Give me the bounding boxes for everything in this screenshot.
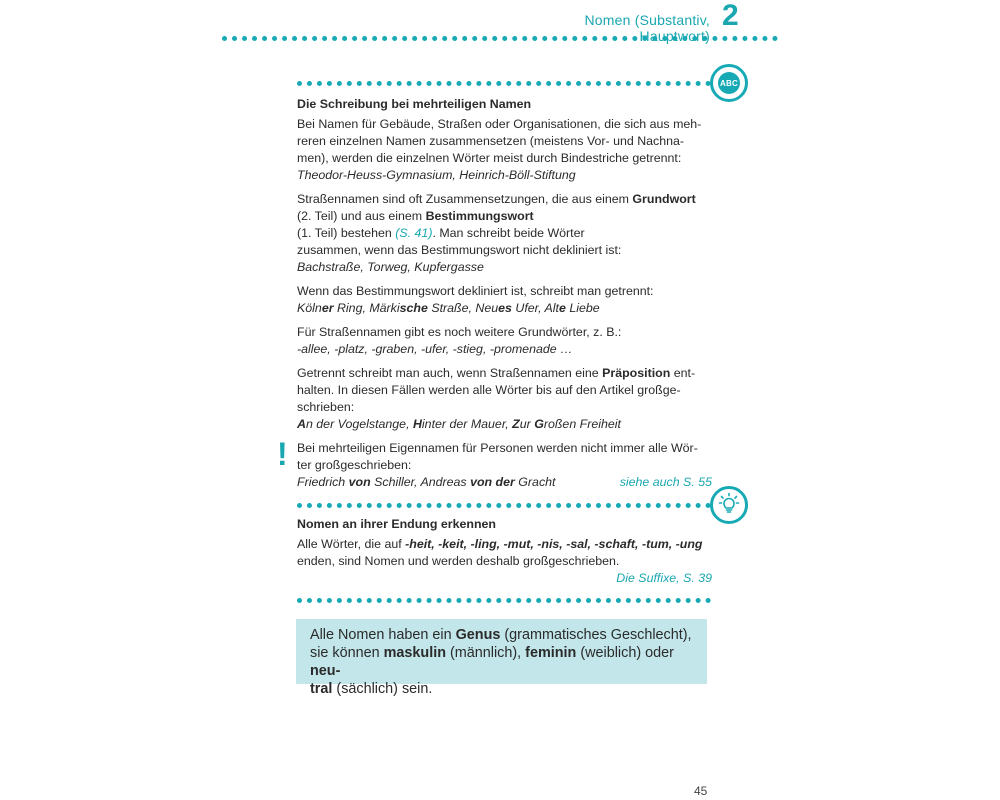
section-heading: Nomen an ihrer Endung erkennen	[297, 517, 496, 531]
section-dotted-divider-middle	[297, 503, 711, 508]
paragraph-suffixes: Alle Wörter, die auf -heit, -keit, -ling, -mut, -nis, -sal, -schaft, -tum, -ung enden, sind Nomen und werden deshalb großgeschrieben.	[297, 537, 703, 568]
paragraph-person-names: Bei mehrteiligen Eigennamen für Personen werden nicht immer alle Wör- ter großgeschrieben: Friedrich von Schiller, Andreas von der Gracht siehe auch S. 55	[297, 441, 712, 489]
chapter-title: Nomen (Substantiv, Hauptwort)	[584, 12, 710, 44]
section-multipart-names	[297, 96, 712, 491]
paragraph-preposition: Getrennt schreibt man auch, wenn Straßennamen eine Präposition ent- halten. In diesen Fällen werden alle Wörter bis auf den Artikel großge- schrieben: An der Vogelstange, Hinter der Mauer, Zur Großen Freiheit	[297, 366, 696, 431]
abc-icon: ABC	[718, 72, 740, 94]
example-text: An der Vogelstange, Hinter der Mauer, Zur Großen Freiheit	[297, 417, 621, 431]
abc-badge	[710, 64, 748, 102]
example-text: Kölner Ring, Märkische Straße, Neues Ufer, Alte Liebe	[297, 301, 600, 315]
paragraph-buildings: Bei Namen für Gebäude, Straßen oder Organisationen, die sich aus meh- reren einzelnen Namen zusammensetzen (meistens Vor- und Nachna- men), werden die einzelnen Wörter meist durch Bindestriche getrennt: Theodor-Heuss-Gymnasium, Heinrich-Böll-Stiftung	[297, 117, 702, 182]
section-noun-endings	[297, 516, 712, 587]
paragraph-basewords: Für Straßennamen gibt es noch weitere Grundwörter, z. B.: -allee, -platz, -graben, -ufer, -stieg, -promenade …	[297, 325, 622, 356]
exclamation-icon: !	[277, 436, 288, 472]
example-text: Theodor-Heuss-Gymnasium, Heinrich-Böll-Stiftung	[297, 168, 576, 182]
suffix-list: -heit, -keit, -ling, -mut, -nis, -sal, -schaft, -tum, -ung	[405, 537, 703, 551]
example-text: Friedrich von Schiller, Andreas von der Gracht	[297, 475, 556, 489]
example-text: -allee, -platz, -graben, -ufer, -stieg, -promenade …	[297, 342, 573, 356]
paragraph-declined: Wenn das Bestimmungswort dekliniert ist, schreibt man getrennt: Kölner Ring, Märkische Straße, Neues Ufer, Alte Liebe	[297, 284, 654, 315]
suffix-reference-link[interactable]: Die Suffixe, S. 39	[616, 571, 712, 585]
section-heading: Die Schreibung bei mehrteiligen Namen	[297, 97, 532, 111]
page-reference-link[interactable]: (S. 41)	[395, 226, 433, 240]
genus-note-box: Alle Nomen haben ein Genus (grammatisches Geschlecht), sie können maskulin (männlich), feminin (weiblich) oder neu- tral (sächlich) sein.	[296, 619, 707, 684]
example-text: Bachstraße, Torweg, Kupfergasse	[297, 260, 484, 274]
section-dotted-divider-top	[297, 81, 711, 86]
page-number: 45	[694, 784, 708, 798]
chapter-number: 2	[722, 0, 739, 32]
header-dotted-divider	[222, 36, 778, 41]
paragraph-compound-streets: Straßennamen sind oft Zusammensetzungen, die aus einem Grundwort (2. Teil) und aus einem Bestimmungswort (1. Teil) bestehen (S. 41). Man schreibt beide Wörter zusammen, wenn das Bestimmungswort nicht dekliniert ist: Bachstraße, Torweg, Kupfergasse	[297, 192, 696, 274]
see-also-reference-link[interactable]: siehe auch S. 55	[619, 475, 712, 489]
lightbulb-icon	[718, 492, 740, 519]
section-dotted-divider-bottom	[297, 598, 711, 603]
lightbulb-badge	[710, 486, 748, 524]
